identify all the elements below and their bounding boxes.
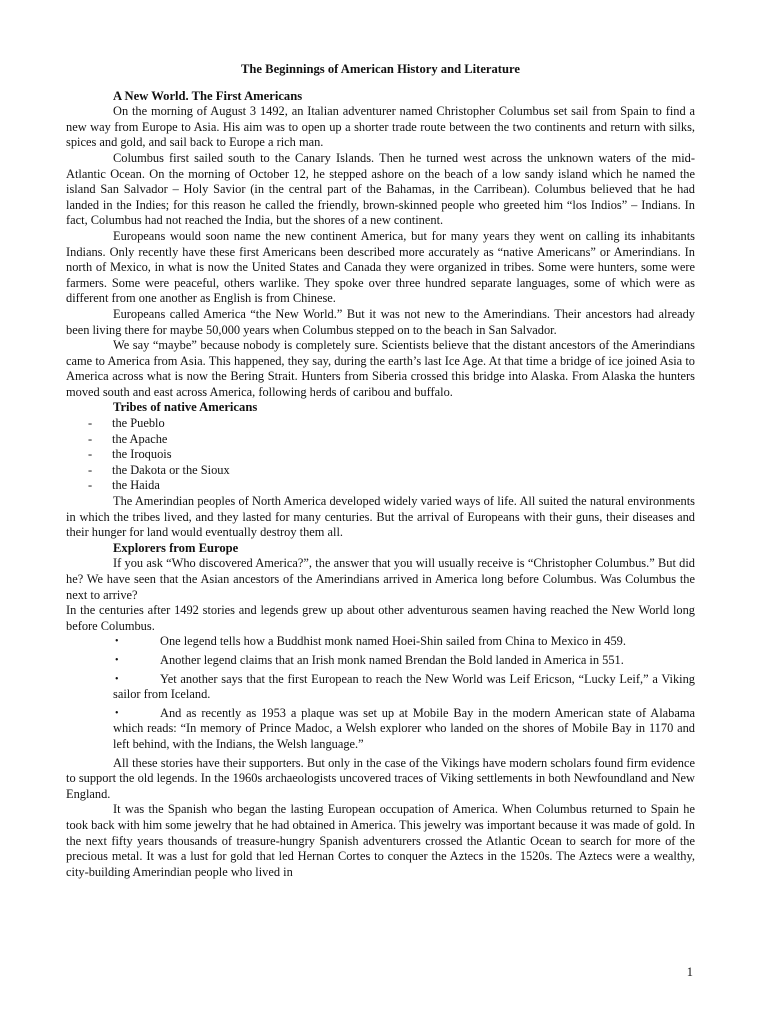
- paragraph: Europeans called America “the New World.” But it was not new to the Amerindians. Their ancestors had already been living there for maybe 50,000 years when Columbus stepped on to the beach in San Salvador.: [66, 306, 695, 337]
- list-item: [66, 634, 695, 650]
- bullet-icon: •: [115, 707, 119, 719]
- paragraph: Columbus first sailed south to the Canary Islands. Then he turned west across the unknown waters of the mid-Atlantic Ocean. On the morning of October 12, he stepped ashore on the beach of a low sandy island which he named the island San Salvador – Holy Savior (in the central part of the Bahamas, in the Carribean). Columbus believed that he had landed in the Indies; for this reason he called the friendly, brown-skinned people who greeted him “los Indios” – Indians. In fact, Columbus had not reached the India, but the shores of a new continent.: [66, 150, 695, 228]
- paragraph: Europeans would soon name the new continent America, but for many years they went on calling its inhabitants Indians. Only recently have these first Americans been described more accurately as “native Americans” or Amerindians. In north of Mexico, in what is now the United States and Canada they were organized in tribes. Some were hunters, some were farmers. Some were peaceful, others warlike. They spoke over three hundred separate languages, some of which were as different from one another as English is from Chinese.: [66, 228, 695, 306]
- legends-list: [66, 634, 695, 752]
- section-heading-explorers: Explorers from Europe: [113, 540, 239, 555]
- list-item: - the Dakota or the Sioux: [66, 463, 695, 479]
- list-item-text: Another legend claims that an Irish monk named Brendan the Bold landed in America in 551.: [160, 652, 624, 667]
- list-item: [66, 653, 695, 669]
- section-heading-tribes: Tribes of native Americans: [113, 400, 258, 415]
- paragraph: It was the Spanish who began the lasting European occupation of America. When Columbus returned to Spain he took back with him some jewelry that he had obtained in America. This jewelry was important because it was made of gold. In the next fifty years thousands of treasure-hungry Spanish adventurers crossed the Atlantic Ocean to search for more of the precious metal. It was a lust for gold that led Hernan Cortes to conquer the Aztecs in the 1520s. The Aztecs were a wealthy, city-building Amerindian people who lived in: [66, 802, 695, 879]
- list-item-text: One legend tells how a Buddhist monk named Hoei-Shin sailed from China to Mexico in 459.: [160, 634, 626, 649]
- paragraph: The Amerindian peoples of North America developed widely varied ways of life. All suited the natural environments in which the tribes lived, and they lasted for many centuries. But the arrival of Europeans with their guns, their diseases and their hunger for land would eventually destroy them all.: [66, 494, 695, 540]
- paragraph: If you ask “Who discovered America?”, the answer that you will usually receive is “Christopher Columbus.” But did he? We have seen that the Asian ancestors of the Amerindians arrived in America long before Columbus. Was Columbus the next to arrive?: [66, 556, 695, 602]
- list-item: [66, 672, 695, 703]
- list-item: - the Pueblo: [66, 416, 695, 432]
- list-item: [66, 706, 695, 753]
- section-heading-new-world: A New World. The First Americans: [113, 88, 303, 103]
- list-item: - the Iroquois: [66, 447, 695, 463]
- bullet-icon: •: [115, 636, 119, 648]
- list-item: - the Apache: [66, 432, 695, 448]
- list-item-text: Yet another says that the first European to reach the New World was Leif Ericson, “Lucky Leif,” a Viking sailor from Iceland.: [113, 671, 695, 702]
- page-title: The Beginnings of American History and Literature: [241, 62, 520, 76]
- list-item: - the Haida: [66, 478, 695, 494]
- bullet-icon: •: [115, 654, 119, 666]
- paragraph: In the centuries after 1492 stories and legends grew up about other adventurous seamen having reached the New World long before Columbus.: [66, 603, 695, 633]
- paragraph: All these stories have their supporters. But only in the case of the Vikings have modern scholars found firm evidence to support the old legends. In the 1960s archaeologists uncovered traces of Viking settlements in both Newfoundland and New England.: [66, 755, 695, 801]
- tribes-list: [66, 416, 695, 494]
- paragraph: We say “maybe” because nobody is completely sure. Scientists believe that the distant ancestors of the Amerindians came to America from Asia. This happened, they say, during the earth’s last Ice Age. At that time a bridge of ice joined Asia to America across what is now the Bering Strait. Hunters from Siberia crossed this bridge into Alaska. From Alaska the hunters moved south and east across America, following herds of caribou and buffalo.: [66, 338, 695, 399]
- page-number: 1: [686, 965, 693, 979]
- paragraph: On the morning of August 3 1492, an Italian adventurer named Christopher Columbus set sail from Spain to find a new way from Europe to Asia. His aim was to open up a shorter trade route between the two continents and return with silks, spices and gold, and sail back to Europe a rich man.: [66, 104, 695, 150]
- list-item-text: And as recently as 1953 a plaque was set up at Mobile Bay in the modern American state of Alabama which reads: “In memory of Prince Madoc, a Welsh explorer who landed on the shores of Mobile Bay in 1170 and left behind, with the Indians, the Welsh language.”: [113, 705, 695, 751]
- bullet-icon: •: [115, 673, 119, 685]
